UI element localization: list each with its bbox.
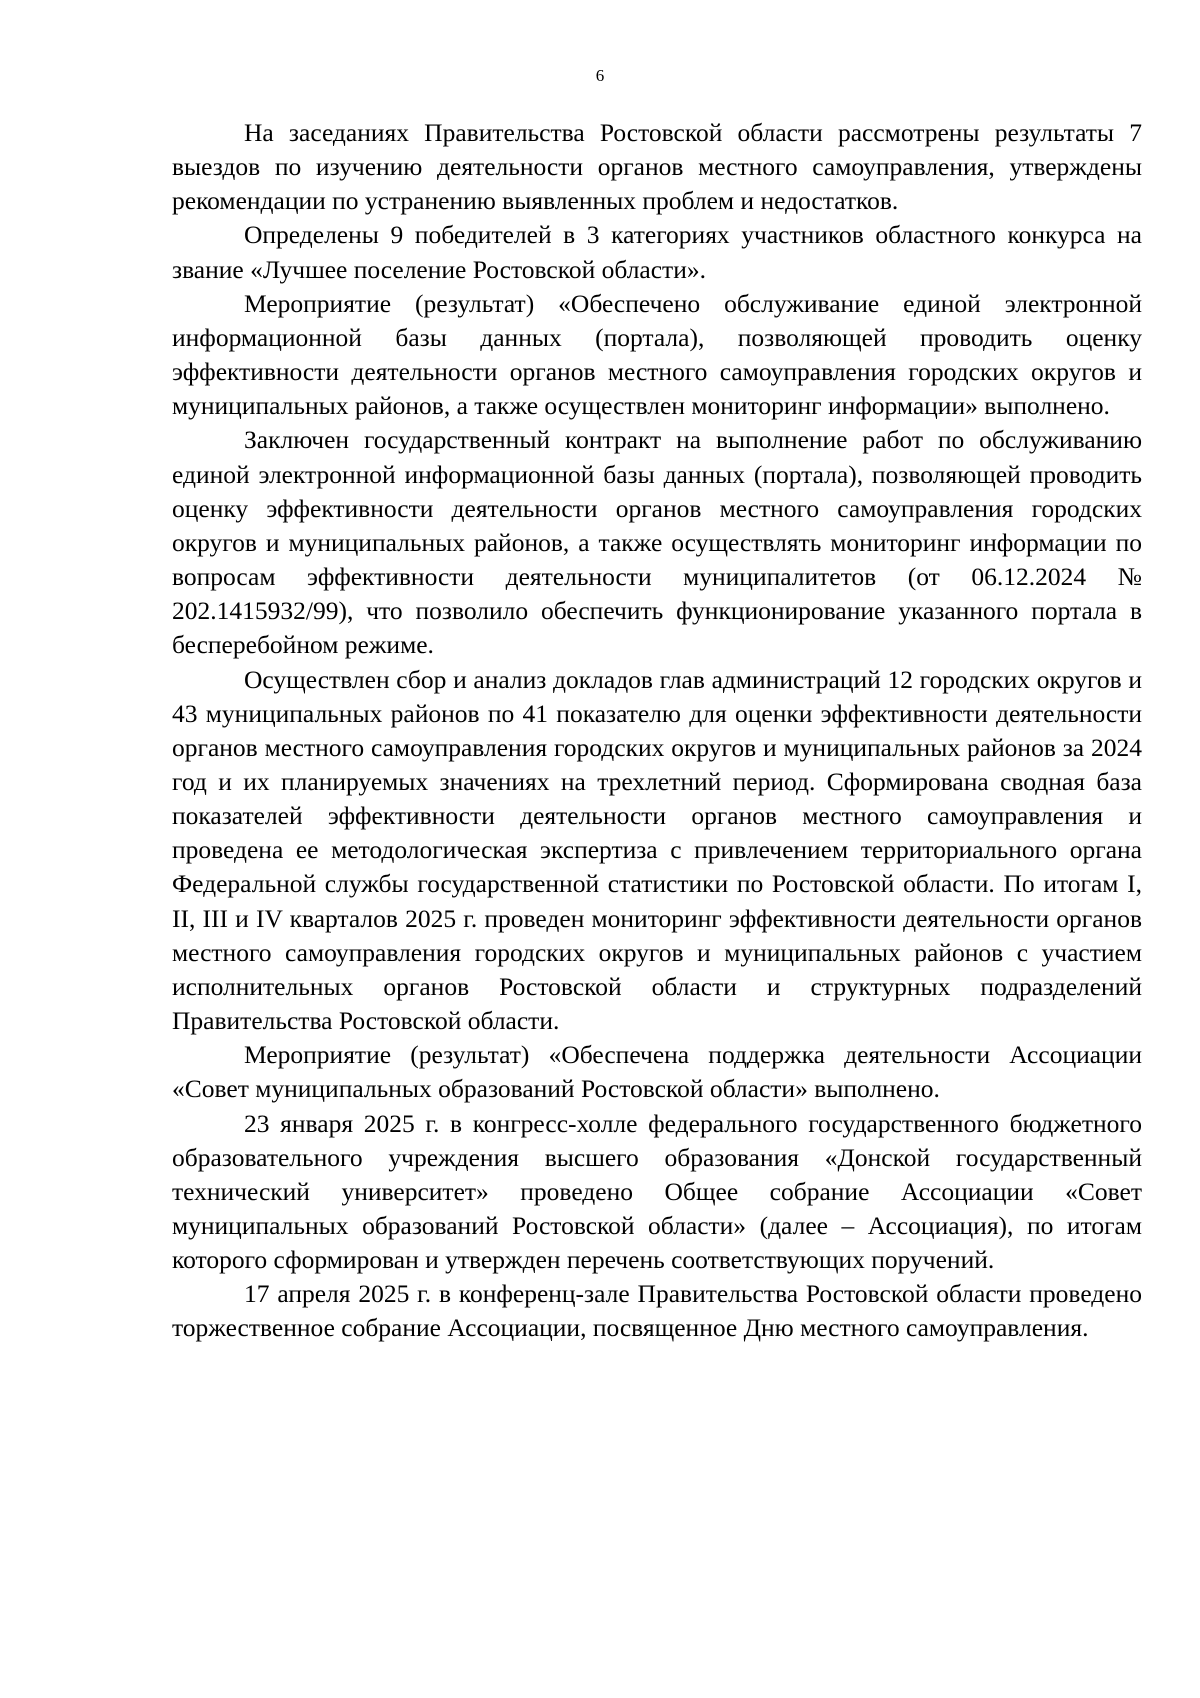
paragraph-contest-winners: Определены 9 победителей в 3 категориях участников областного конкурса на звание «Лучшее поселение Ростовской области». [172,220,1142,284]
paragraph-association-measure: Мероприятие (результат) «Обеспечена поддержка деятельности Ассоциации «Совет муниципальных образований Ростовской области» выполнено. [172,1040,1142,1104]
paragraph-portal-measure: Мероприятие (результат) «Обеспечено обслуживание единой электронной информационной базы данных (портала), позволяющей проводить оценку эффективности деятельности органов местного самоуправления городских округов и муниципальных районов, а также осуществлен мониторинг информации» выполнено. [172,288,1142,421]
paragraph-local-government-day: 17 апреля 2025 г. в конференц-зале Правительства Ростовской области проведено торжественное собрание Ассоциации, посвященное Дню местного самоуправления. [172,1279,1142,1343]
document-body [172,116,1142,1346]
paragraph-general-meeting: 23 января 2025 г. в конгресс-холле федерального государственного бюджетного образовательного учреждения высшего образования «Донской государственный технический университет» проведено Общее собрание Ассоциации «Совет муниципальных образований Ростовской области» (далее – Ассоциация), по итогам которого сформирован и утвержден перечень соответствующих поручений. [172,1108,1142,1275]
paragraph-state-contract: Заключен государственный контракт на выполнение работ по обслуживанию единой электронной информационной базы данных (портала), позволяющей проводить оценку эффективности деятельности органов местного самоуправления городских округов и муниципальных районов, а также осуществлять мониторинг информации по вопросам эффективности деятельности муниципалитетов (от 06.12.2024 № 202.1415932/99), что позволило обеспечить функционирование указанного портала в бесперебойном режиме. [172,425,1142,660]
paragraph-reports-analysis: Осуществлен сбор и анализ докладов глав администраций 12 городских округов и 43 муниципальных районов по 41 показателю для оценки эффективности деятельности органов местного самоуправления городских округов и муниципальных районов за 2024 год и их планируемых значениях на трехлетний период. Сформирована сводная база показателей эффективности деятельности органов местного самоуправления и проведена ее методологическая экспертиза с привлечением территориального органа Федеральной службы государственной статистики по Ростовской области. По итогам I, II, III и IV кварталов 2025 г. проведен мониторинг эффективности деятельности органов местного самоуправления городских округов и муниципальных районов с участием исполнительных органов Ростовской области и структурных подразделений Правительства Ростовской области. [172,664,1142,1036]
paragraph-government-meetings: На заседаниях Правительства Ростовской области рассмотрены результаты 7 выездов по изучению деятельности органов местного самоуправления, утверждены рекомендации по устранению выявленных проблем и недостатков. [172,118,1142,216]
page-number: 6 [595,66,605,85]
